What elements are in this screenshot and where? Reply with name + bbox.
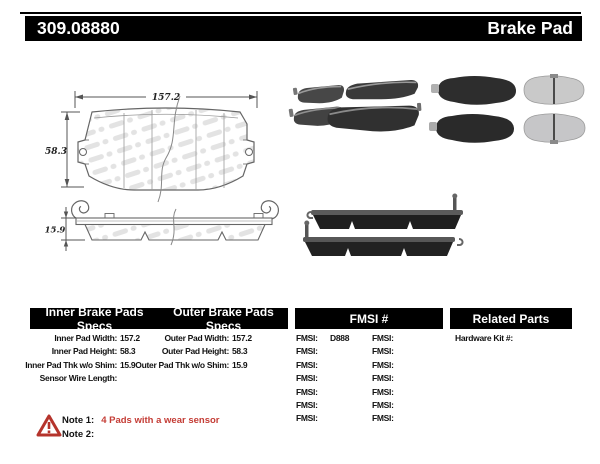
spec-label: Outer Pad Thk w/o Shim:: [135, 359, 229, 370]
fmsi-row: [372, 332, 406, 345]
fmsi-label: FMSI:: [372, 333, 394, 343]
spec-row: [30, 372, 146, 385]
fmsi-label: FMSI:: [372, 413, 394, 424]
left-clip: [72, 201, 89, 219]
note-2-label: Note 2:: [62, 429, 95, 440]
outer-specs-header: Outer Brake Pads Specs: [173, 304, 274, 333]
fmsi-row: [296, 332, 349, 345]
height-dim-label: 58.3: [45, 147, 67, 157]
fmsi-label: FMSI:: [296, 413, 318, 424]
fmsi-label: FMSI:: [372, 400, 394, 411]
inner-specs-column: [25, 332, 146, 386]
fmsi-row: [372, 412, 406, 425]
spec-label: Sensor Wire Length:: [39, 373, 117, 384]
friction-material: [85, 225, 265, 241]
spec-value: 15.9: [120, 359, 136, 370]
fmsi-label: FMSI:: [372, 386, 394, 397]
right-clip: [261, 201, 278, 219]
spec-row: [135, 359, 258, 372]
technical-drawing: [28, 78, 283, 263]
fmsi-label: FMSI:: [296, 359, 318, 370]
fmsi-header-bar: [295, 308, 443, 329]
fmsi-row: [296, 372, 349, 385]
spec-row: [30, 332, 146, 345]
spec-label: Inner Pad Height:: [51, 346, 117, 357]
part-number: 309.08880: [37, 18, 120, 38]
pad-photo: [345, 77, 419, 103]
fmsi-row: [296, 412, 349, 425]
related-parts-header-bar: [450, 308, 572, 329]
pads-perspective-photo: [288, 70, 436, 148]
title-bar: [25, 16, 582, 41]
fmsi-row: [296, 359, 349, 372]
fmsi-row: [296, 345, 349, 358]
wear-sensor-tab: [289, 109, 294, 118]
note-1-label: Note 1:: [62, 415, 95, 426]
related-parts-column: [455, 332, 519, 345]
wear-sensor-pin: [452, 194, 457, 199]
fmsi-label: FMSI:: [296, 346, 318, 357]
spec-value: 15.9: [232, 359, 248, 370]
spec-row: [150, 345, 258, 358]
product-type-title: Brake Pad: [487, 18, 573, 38]
pad-front-view: [78, 96, 254, 202]
fmsi-label: FMSI:: [296, 400, 318, 411]
spec-label: Outer Pad Width:: [164, 333, 229, 343]
fmsi-value: D888: [330, 333, 350, 343]
wear-sensor-tab: [293, 88, 298, 96]
pad-back-side: [524, 114, 585, 144]
thickness-dim-label: 15.9: [44, 225, 66, 236]
pad-friction-side: [429, 114, 514, 143]
fmsi-row: [372, 345, 406, 358]
fmsi-row: [372, 399, 406, 412]
wear-sensor-pin: [304, 221, 309, 226]
fmsi-row: [372, 386, 406, 399]
note-2: [62, 428, 219, 442]
spec-label: Inner Pad Width:: [54, 333, 117, 343]
fmsi-column-1: [296, 332, 349, 426]
pad-photo: [327, 102, 423, 136]
spec-value: 157.2: [232, 333, 252, 343]
spec-value: [120, 372, 146, 385]
fmsi-column-2: [372, 332, 406, 426]
spec-row: [30, 345, 146, 358]
spec-row: [150, 332, 258, 345]
fmsi-label: FMSI:: [296, 373, 318, 384]
fmsi-label: FMSI:: [372, 359, 394, 370]
outer-specs-column: [135, 332, 258, 372]
right-ear-hole: [246, 149, 253, 156]
spec-value: 157.2: [120, 333, 140, 343]
fmsi-label: FMSI:: [296, 386, 318, 397]
warning-triangle-icon: [36, 414, 62, 438]
pads-edge-view-photo: [293, 190, 471, 268]
note-1-text: 4 Pads with a wear sensor: [101, 415, 220, 426]
pad-edge-view: [72, 201, 279, 245]
spec-row: [25, 359, 146, 372]
related-parts-header: Related Parts: [472, 311, 550, 326]
spec-value: 58.3: [120, 346, 136, 357]
wear-sensor-tab: [417, 103, 422, 111]
fmsi-label: FMSI:: [296, 333, 318, 343]
left-ear-hole: [80, 149, 87, 156]
fmsi-row: [296, 399, 349, 412]
spec-label: Inner Pad Thk w/o Shim:: [25, 359, 117, 370]
top-rule: [20, 12, 581, 14]
pads-front-back-photo: [428, 66, 588, 154]
spec-value: 58.3: [232, 346, 248, 357]
fmsi-row: [372, 372, 406, 385]
fmsi-header: FMSI #: [349, 311, 389, 326]
pad-back-side: [524, 74, 584, 104]
fmsi-row: [296, 386, 349, 399]
pad-friction-side: [431, 76, 516, 105]
related-row: [455, 332, 519, 345]
width-dim-label: 157.2: [151, 93, 181, 103]
pad-edge-photo: [307, 194, 463, 230]
fmsi-row: [372, 359, 406, 372]
pad-photo: [293, 80, 346, 107]
spec-label: Outer Pad Height:: [161, 346, 229, 357]
pads-specs-header-bar: [30, 304, 288, 333]
inner-specs-header: Inner Brake Pads Specs: [45, 304, 144, 333]
fmsi-label: FMSI:: [372, 346, 394, 357]
note-1: [62, 414, 219, 428]
notes-block: [62, 414, 219, 442]
related-label: Hardware Kit #:: [455, 333, 513, 343]
fmsi-label: FMSI:: [372, 373, 394, 384]
